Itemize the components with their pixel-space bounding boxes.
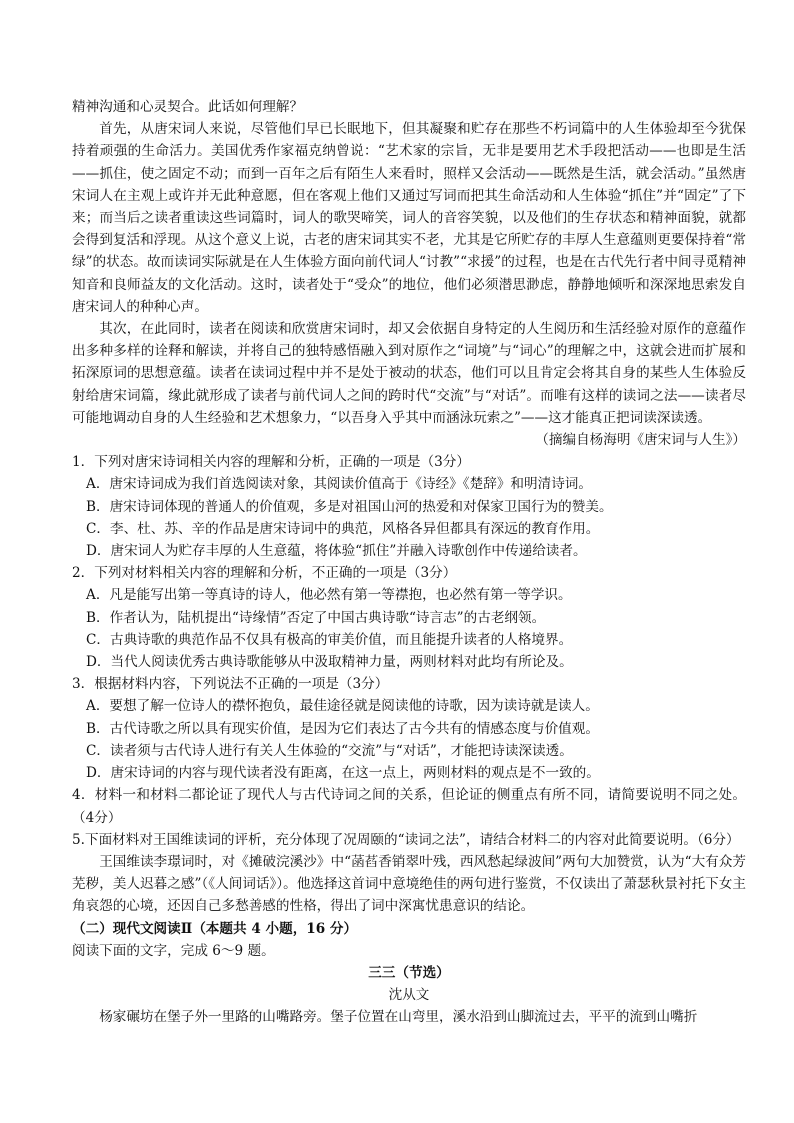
question-5: 5.下面材料对王国维读词的评析，充分体现了况周颐的“读词之法”，请结合材料二的内容对此简要说明。（6分）: [72, 831, 740, 848]
option-b: B．作者认为，陆机提出“诗缘情”否定了中国古典诗歌“诗言志”的古老纲领。: [86, 609, 546, 626]
question-stem: 3．根据材料内容，下列说法不正确的一项是（3分）: [72, 676, 389, 693]
passage-source: （摘编自杨海明《唐宋词与人生》）: [535, 432, 746, 449]
option-c: C．古典诗歌的典范作品不仅具有极高的审美价值，而且能提升读者的人格境界。: [86, 631, 573, 648]
question-stem: 1．下列对唐宋诗词相关内容的理解和分析，正确的一项是（3分）: [72, 454, 470, 471]
option-d: D．当代人阅读优秀古典诗歌能够从中汲取精神力量，两则材料对此均有所论及。: [86, 654, 573, 671]
question-5-material: 王国维读李璟词时，对《摊破浣溪沙》中“菡萏香销翠叶残，西风愁起绿波间”两句大加赞赏，认为“大有众芳芜秽，美人迟暮之感”（《人间词话》）。他选择这首词中意境绝佳的两句进行鉴赏，不仅读出了萧瑟秋景衬托下女主角哀怨的心境，还因自己多愁善感的性格，得出了词中深寓忧患意识的结论。: [72, 853, 746, 915]
question-1: [72, 451, 746, 562]
option-b: B．唐宋诗词体现的普通人的价值观，多是对祖国山河的热爱和对保家卫国行为的赞美。: [86, 498, 613, 515]
option-a: A．要想了解一位诗人的襟怀抱负，最佳途径就是阅读他的诗歌，因为读诗就是读人。: [86, 698, 599, 715]
option-d: D．唐宋词人为贮存丰厚的人生意蕴，将体验“抓住”并融入诗歌创作中传递给读者。: [86, 543, 587, 560]
option-c: C．李、杜、苏、辛的作品是唐宋诗词中的典范，风格各异但都具有深远的教育作用。: [86, 520, 600, 537]
question-2: [72, 562, 746, 673]
passage-paragraph-2: 其次，在此同时，读者在阅读和欣赏唐宋词时，却又会依据自身特定的人生阅历和生活经验对原作的意蕴作出多种多样的诠释和解读，并将自己的独特感悟融入到对原作之“词境”与“词心”的理解之中，这就会进而扩展和拓深原词的思想意蕴。读者在读词过程中并不是处于被动的状态，他们可以且肯定会将其自身的某些人生体验反射给唐宋词篇，缘此就形成了读者与前代词人之间的跨时代“交流”与“对话”。而唯有这样的读词之法——读者尽可能地调动自身的人生经验和艺术想象力，“以吾身入乎其中而涵泳玩索之”——这才能真正把词读深读透。: [72, 321, 746, 426]
story-author: 沈从文: [388, 987, 430, 1004]
question-3: [72, 673, 746, 784]
question-4: 4．材料一和材料二都论证了现代人与古代诗词之间的关系，但论证的侧重点有所不同，请简要说明不同之处。（4分）: [72, 787, 746, 826]
story-title: 三三（节选）: [368, 964, 450, 981]
passage-lead: 精神沟通和心灵契合。此话如何理解？: [72, 99, 304, 115]
option-c: C．读者须与古代诗人进行有关人生体验的“交流”与“对话”，才能把诗读深读透。: [86, 742, 573, 759]
question-stem: 2．下列对材料相关内容的理解和分析，不正确的一项是（3分）: [72, 565, 457, 582]
section-heading: （二）现代文阅读Ⅱ（本题共 4 小题，16 分）: [72, 920, 358, 937]
option-d: D．唐宋诗词的内容与现代读者没有距离，在这一点上，两则材料的观点是不一致的。: [86, 765, 600, 782]
section-instruction: 阅读下面的文字，完成 6～9 题。: [72, 942, 275, 959]
option-b: B．古代诗歌之所以具有现实价值，是因为它们表达了古今共有的情感态度与价值观。: [86, 720, 599, 737]
passage-paragraph-1: 首先，从唐宋词人来说，尽管他们早已长眠地下，但其凝聚和贮存在那些不朽词篇中的人生体验却至今犹保持着顽强的生命活力。美国优秀作家福克纳曾说：“艺术家的宗旨，无非是要用艺术手段把活动——也即是生活——抓住，使之固定不动；而到一百年之后有陌生人来看时，照样又会活动——既然是生活，就会活动。”虽然唐宋词人在主观上或许并无此种意愿，但在客观上他们又通过写词而把其生命活动和人生体验“抓住”并“固定”了下来；而当后之读者重读这些词篇时，词人的歌哭啼笑，词人的音容笑貌，以及他们的生存状态和精神面貌，就都会得到复活和浮现。从这个意义上说，古老的唐宋词其实不老，尤其是它所贮存的丰厚人生意蕴则更要保持着“常绿”的状态。故而读词实际就是在人生体验方面向前代词人“讨教”“求援”的过程，也是在古代先行者中间寻觅精神知音和良师益友的文化活动。这时，读者处于“受众”的地位，他们必须潜思渺虑，静静地倾听和深深地思索发自唐宋词人的种种心声。: [72, 121, 746, 315]
option-a: A．凡是能写出第一等真诗的诗人，他必然有第一等襟抱，也必然有第一等学识。: [86, 587, 572, 604]
story-first-line: 杨家碾坊在堡子外一里路的山嘴路旁。堡子位置在山弯里，溪水沿到山脚流过去，平平的流到山嘴折: [99, 1009, 698, 1026]
option-a: A．唐宋诗词成为我们首选阅读对象，其阅读价值高于《诗经》《楚辞》和明清诗词。: [86, 476, 592, 493]
